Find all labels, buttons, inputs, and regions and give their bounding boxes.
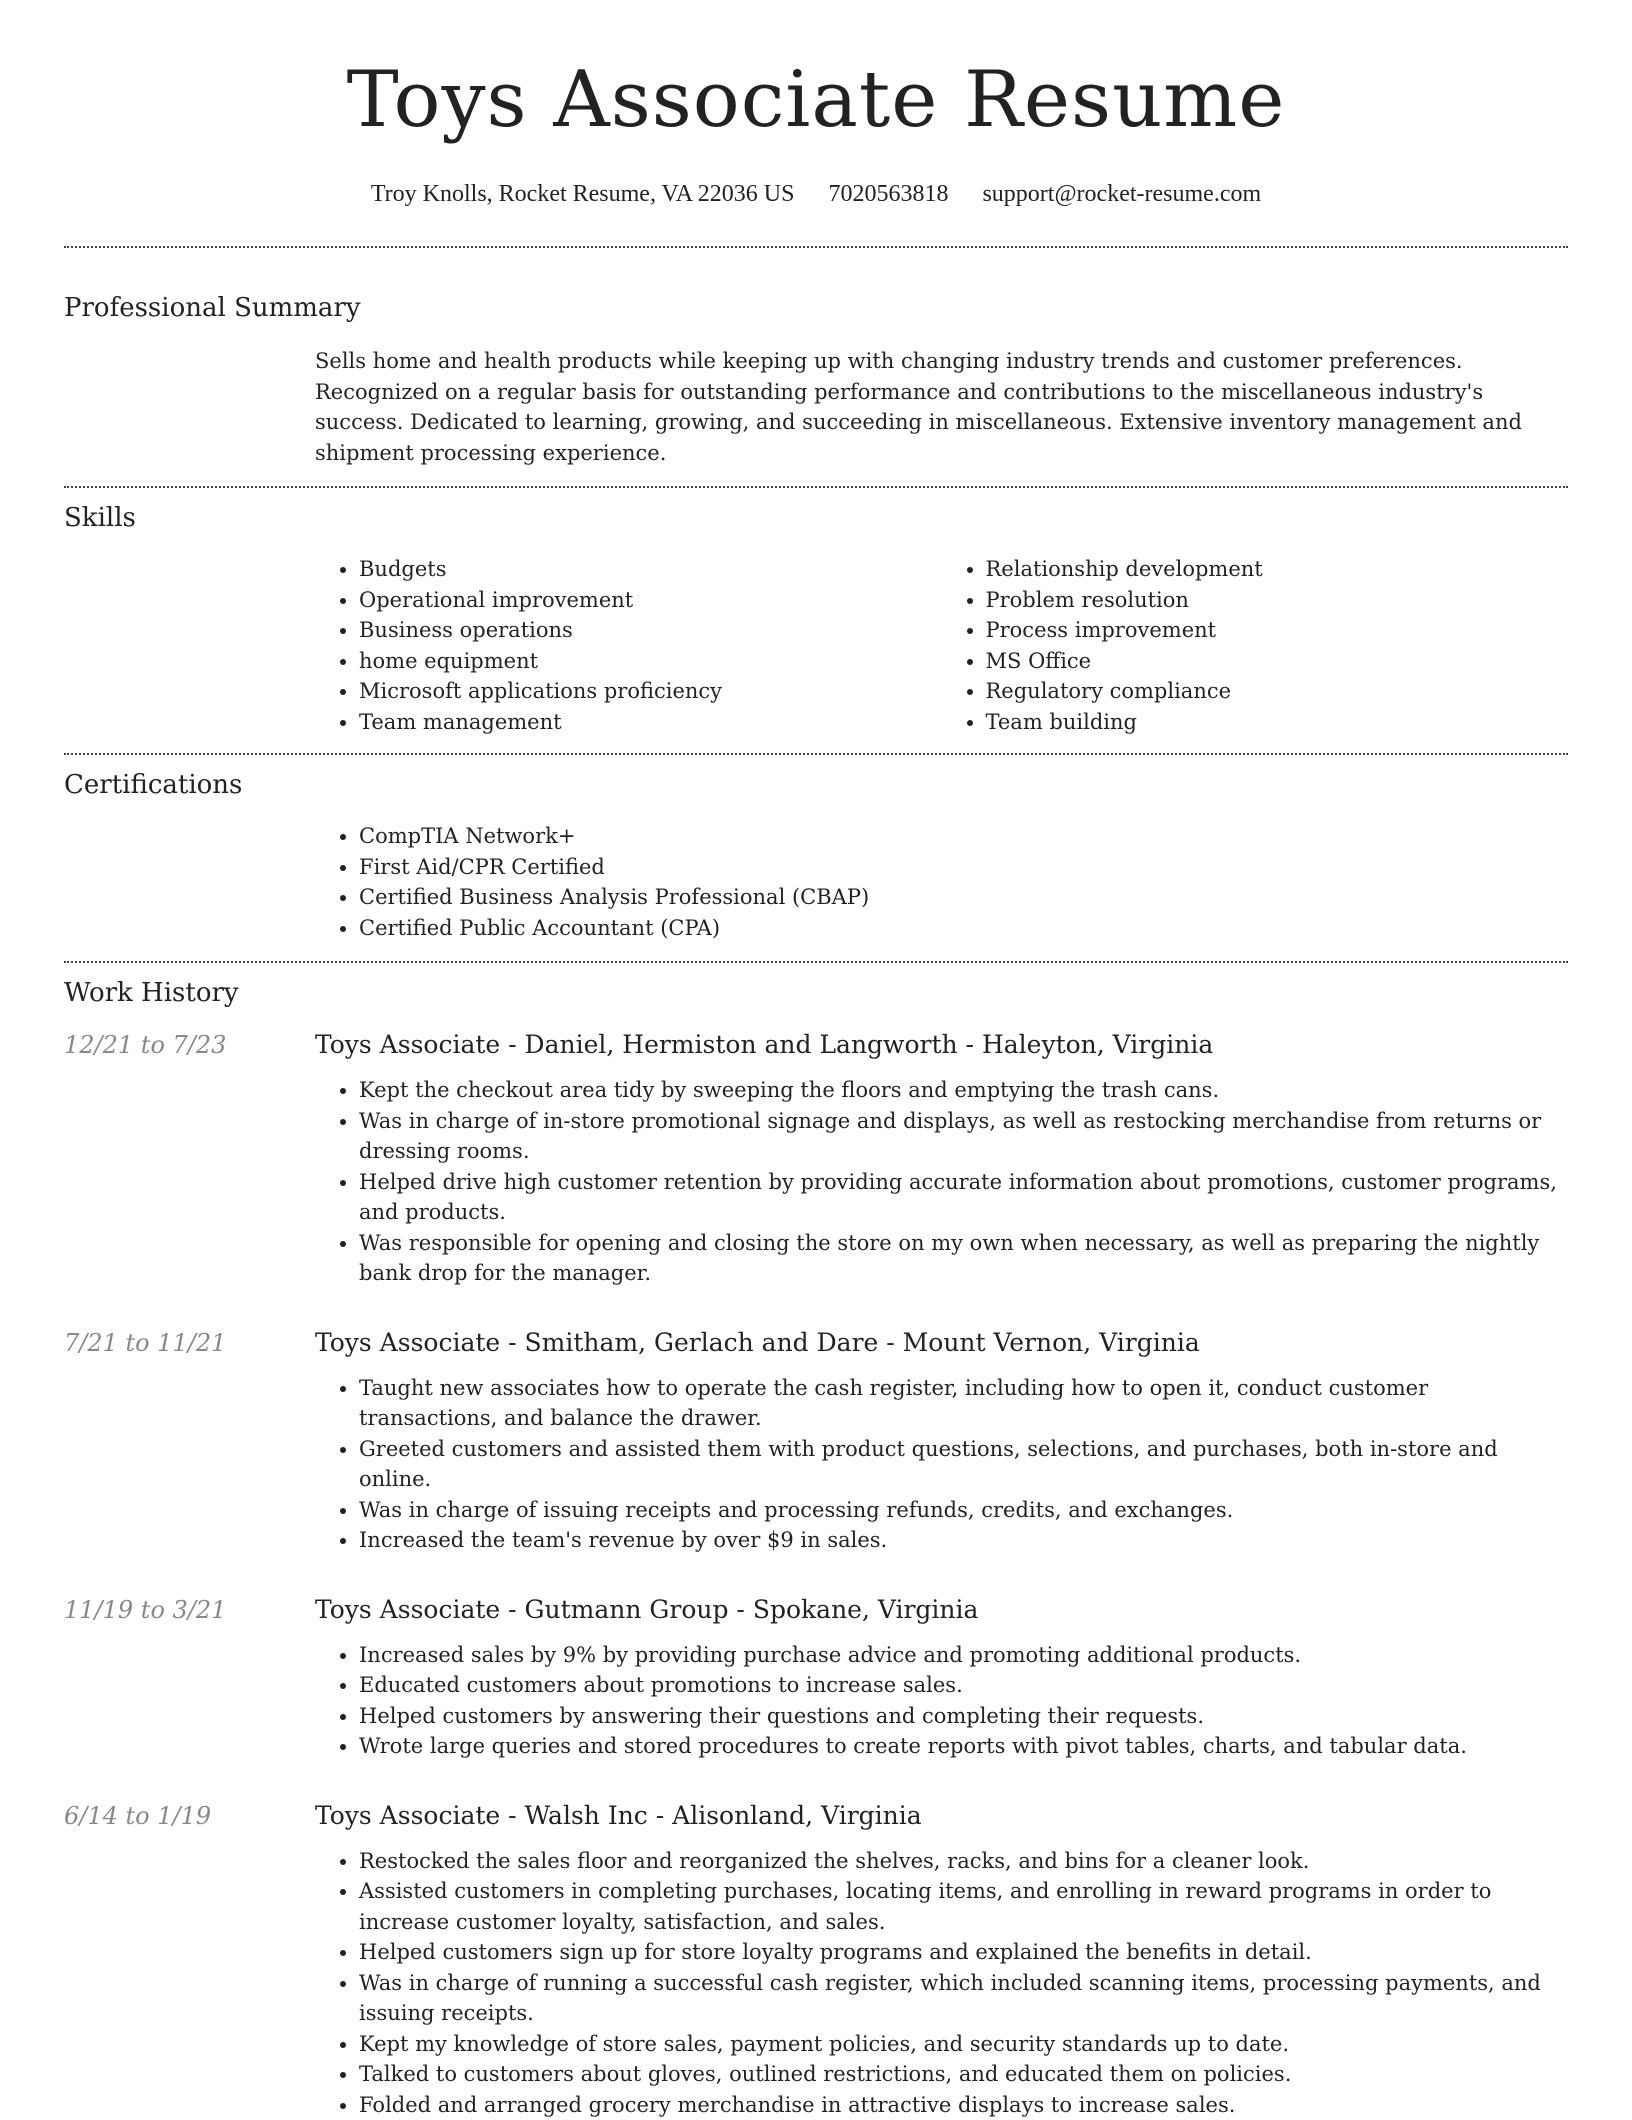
job-dates: 7/21 to 11/21 [64,1327,315,1556]
certification-item: • Certified Public Accountant (CPA) [359,913,1568,944]
job-bullet: • Increased the team's revenue by over $9 in sales. [359,1525,1568,1556]
job-title: Toys Associate - Gutmann Group - Spokane, Virginia [315,1594,1568,1626]
certification-item: • CompTIA Network+ [359,821,1568,852]
job-bullet: • Was responsible for opening and closing the store on my own when necessary, as well as preparing the nightly bank drop for the manager. [359,1228,1568,1289]
job-bullets [315,1075,1568,1289]
job-bullet: • Helped drive high customer retention by providing accurate information about promotions, customer programs, and products. [359,1167,1568,1228]
job-bullet: • Was in charge of issuing receipts and processing refunds, credits, and exchanges. [359,1495,1568,1526]
contact-address: Troy Knolls, Rocket Resume, VA 22036 US [371,181,795,207]
job-bullets [315,1846,1568,2120]
job-bullet: • Assisted customers in completing purchases, locating items, and enrolling in reward programs in order to increase customer loyalty, satisfaction, and sales. [359,1876,1568,1937]
job-bullet: • Educated customers about promotions to increase sales. [359,1670,1568,1701]
contact-phone: 7020563818 [828,181,948,207]
summary-section [64,290,1568,468]
skill-item: • home equipment [359,646,942,677]
certifications-list [315,821,1568,943]
job-bullets [315,1640,1568,1762]
skills-list-left [315,554,942,737]
job-title: Toys Associate - Daniel, Hermiston and Langworth - Haleyton, Virginia [315,1029,1568,1061]
job-bullet: • Was in charge of in-store promotional signage and displays, as well as restocking merchandise from returns or dressing rooms. [359,1106,1568,1167]
divider [64,246,1568,248]
work-history-heading: Work History [64,975,1568,1011]
job-bullet: • Wrote large queries and stored procedures to create reports with pivot tables, charts, and tabular data. [359,1731,1568,1762]
job-bullet: • Greeted customers and assisted them with product questions, selections, and purchases, both in-store and online. [359,1434,1568,1495]
resume-title: Toys Associate Resume [64,0,1568,148]
job-dates: 12/21 to 7/23 [64,1029,315,1289]
job-bullet: • Talked to customers about gloves, outlined restrictions, and educated them on policies. [359,2059,1568,2090]
job-bullet: • Increased sales by 9% by providing purchase advice and promoting additional products. [359,1640,1568,1671]
certifications-section [64,767,1568,943]
job-bullet: • Folded and arranged grocery merchandise in attractive displays to increase sales. [359,2090,1568,2120]
skill-item: • Microsoft applications proficiency [359,676,942,707]
job-entry [64,1327,1568,1556]
divider [64,961,1568,963]
skill-item: • Relationship development [986,554,1569,585]
skills-heading: Skills [64,500,1568,536]
skill-item: • Regulatory compliance [986,676,1569,707]
divider [64,486,1568,488]
job-bullet: • Taught new associates how to operate the cash register, including how to open it, conduct customer transactions, and balance the drawer. [359,1373,1568,1434]
job-bullet: • Kept the checkout area tidy by sweeping the floors and emptying the trash cans. [359,1075,1568,1106]
job-entry [64,1029,1568,1289]
work-history-section [64,975,1568,2120]
skill-item: • Team building [986,707,1569,738]
certification-item: • First Aid/CPR Certified [359,852,1568,883]
skills-section [64,500,1568,737]
contact-email: support@rocket-resume.com [982,181,1261,207]
contact-line [64,178,1568,210]
job-title: Toys Associate - Walsh Inc - Alisonland, Virginia [315,1800,1568,1832]
skills-list-right [942,554,1569,737]
job-bullet: • Restocked the sales floor and reorganized the shelves, racks, and bins for a cleaner look. [359,1846,1568,1877]
summary-text: Sells home and health products while keeping up with changing industry trends and customer preferences. Recognized on a regular basis for outstanding performance and contributions to the miscellaneous industry's success. Dedicated to learning, growing, and succeeding in miscellaneous. Extensive inventory management and shipment processing experience. [315,346,1568,468]
job-title: Toys Associate - Smitham, Gerlach and Dare - Mount Vernon, Virginia [315,1327,1568,1359]
job-dates: 6/14 to 1/19 [64,1800,315,2120]
job-bullets [315,1373,1568,1556]
certification-item: • Certified Business Analysis Professional (CBAP) [359,882,1568,913]
job-bullet: • Helped customers sign up for store loyalty programs and explained the benefits in detail. [359,1937,1568,1968]
skill-item: • Process improvement [986,615,1569,646]
summary-heading: Professional Summary [64,290,1568,326]
skill-item: • Business operations [359,615,942,646]
job-entry [64,1800,1568,2120]
skill-item: • Team management [359,707,942,738]
job-bullet: • Kept my knowledge of store sales, payment policies, and security standards up to date. [359,2029,1568,2060]
job-bullet: • Helped customers by answering their questions and completing their requests. [359,1701,1568,1732]
job-dates: 11/19 to 3/21 [64,1594,315,1762]
divider [64,753,1568,755]
skill-item: • Operational improvement [359,585,942,616]
skill-item: • Budgets [359,554,942,585]
certifications-heading: Certifications [64,767,1568,803]
skill-item: • Problem resolution [986,585,1569,616]
job-entry [64,1594,1568,1762]
job-bullet: • Was in charge of running a successful cash register, which included scanning items, processing payments, and issuing receipts. [359,1968,1568,2029]
skill-item: • MS Office [986,646,1569,677]
